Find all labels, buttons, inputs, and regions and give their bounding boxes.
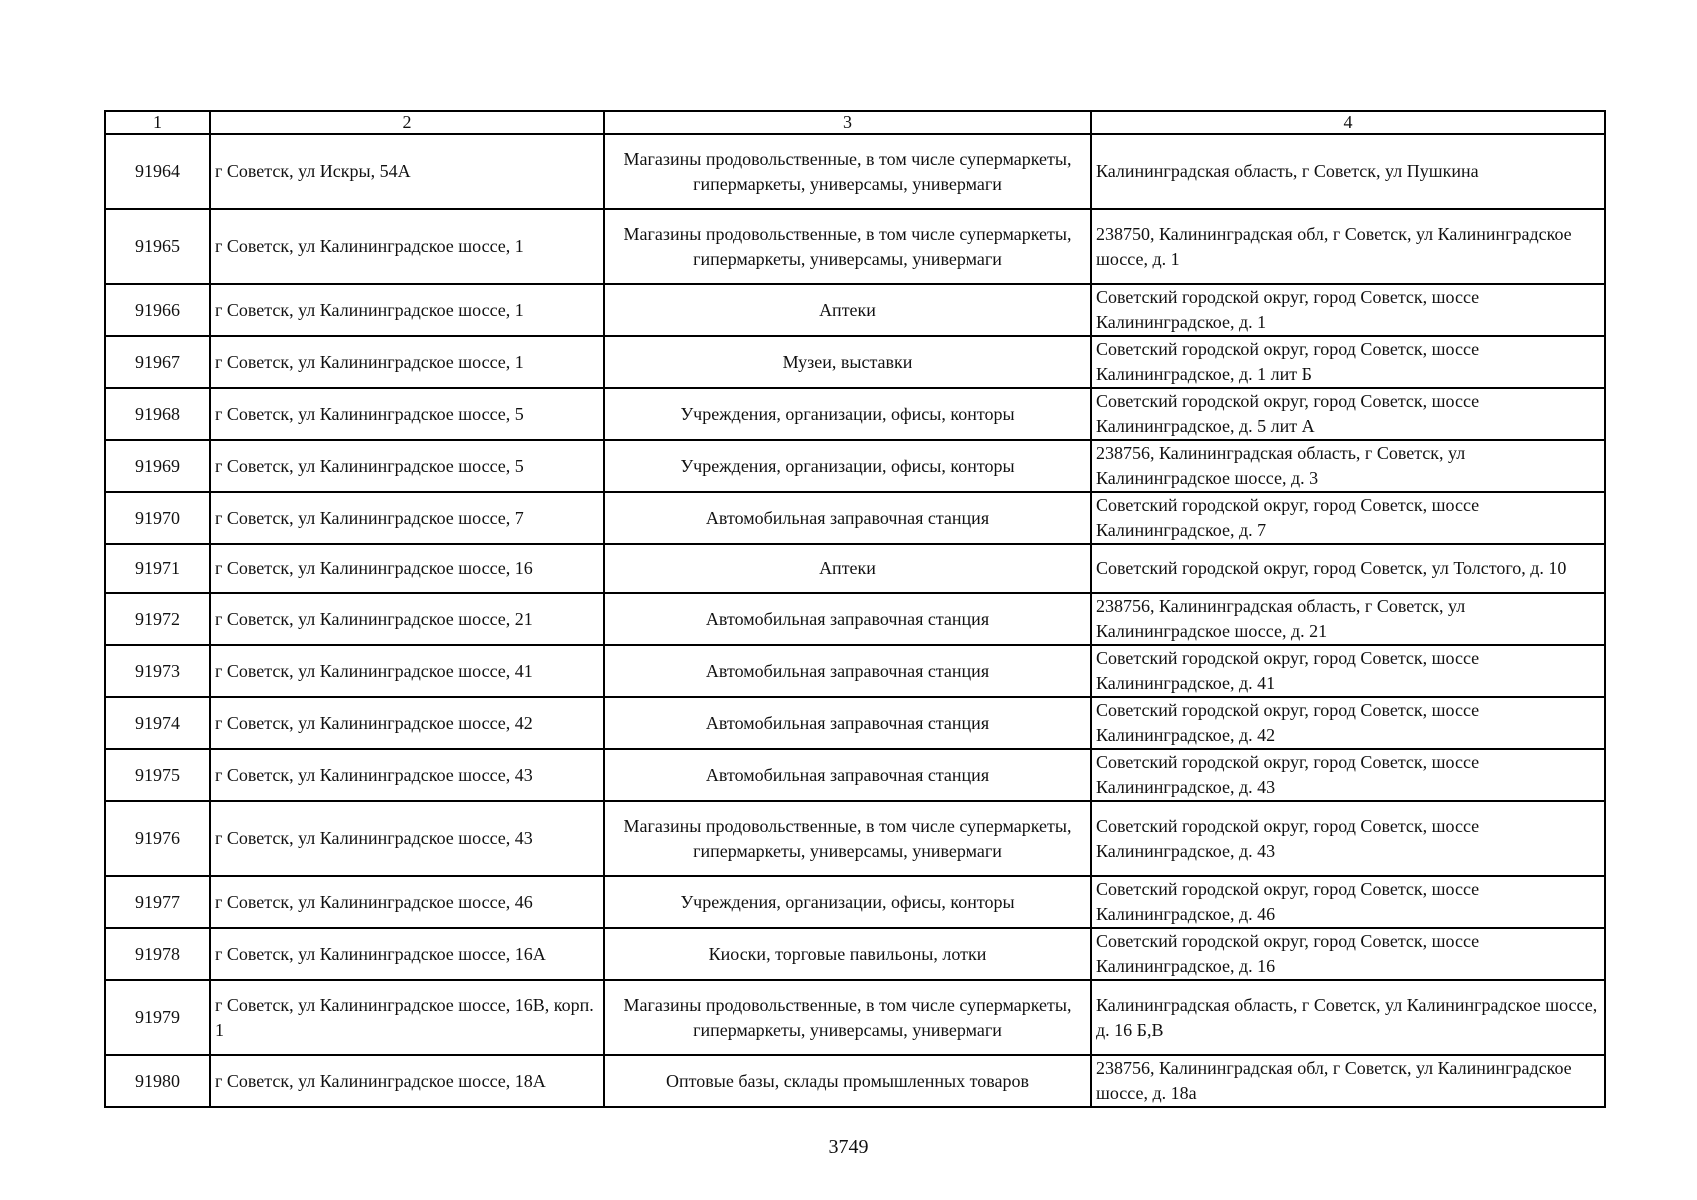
- table-row: [105, 134, 1605, 209]
- header-cell-4: 4: [1091, 111, 1605, 134]
- row-id-cell: 91977: [105, 876, 210, 928]
- object-category-cell: Автомобильная заправочная станция: [604, 492, 1091, 544]
- row-id-cell: 91970: [105, 492, 210, 544]
- object-address-cell: г Советск, ул Калининградское шоссе, 21: [210, 593, 604, 645]
- object-category-cell: Магазины продовольственные, в том числе супермаркеты, гипермаркеты, универсамы, универмаги: [604, 209, 1091, 284]
- row-id-cell: 91964: [105, 134, 210, 209]
- registered-address-cell: Советский городской округ, город Советск, шоссе Калининградское, д. 1 лит Б: [1091, 336, 1605, 388]
- table-body: [105, 111, 1605, 1107]
- row-id-cell: 91965: [105, 209, 210, 284]
- row-id-cell: 91979: [105, 980, 210, 1055]
- object-category-cell: Учреждения, организации, офисы, конторы: [604, 876, 1091, 928]
- registered-address-cell: Советский городской округ, город Советск, шоссе Калининградское, д. 1: [1091, 284, 1605, 336]
- table-row: [105, 388, 1605, 440]
- table-row: [105, 876, 1605, 928]
- object-address-cell: г Советск, ул Калининградское шоссе, 16В, корп. 1: [210, 980, 604, 1055]
- object-category-cell: Оптовые базы, склады промышленных товаров: [604, 1055, 1091, 1107]
- object-category-cell: Автомобильная заправочная станция: [604, 645, 1091, 697]
- object-address-cell: г Советск, ул Калининградское шоссе, 1: [210, 284, 604, 336]
- object-address-cell: г Советск, ул Калининградское шоссе, 43: [210, 801, 604, 876]
- row-id-cell: 91971: [105, 544, 210, 593]
- table-row: [105, 801, 1605, 876]
- row-id-cell: 91978: [105, 928, 210, 980]
- object-address-cell: г Советск, ул Калининградское шоссе, 18А: [210, 1055, 604, 1107]
- registered-address-cell: Советский городской округ, город Советск, шоссе Калининградское, д. 43: [1091, 801, 1605, 876]
- table-row: [105, 209, 1605, 284]
- registered-address-cell: Советский городской округ, город Советск, шоссе Калининградское, д. 7: [1091, 492, 1605, 544]
- page-number: 3749: [828, 1136, 869, 1158]
- registered-address-cell: Калининградская область, г Советск, ул Калининградское шоссе, д. 16 Б,В: [1091, 980, 1605, 1055]
- registered-address-cell: Калининградская область, г Советск, ул Пушкина: [1091, 134, 1605, 209]
- row-id-cell: 91967: [105, 336, 210, 388]
- row-id-cell: 91974: [105, 697, 210, 749]
- table-row: [105, 284, 1605, 336]
- registered-address-cell: 238750, Калининградская обл, г Советск, ул Калининградское шоссе, д. 1: [1091, 209, 1605, 284]
- table-row: [105, 697, 1605, 749]
- table-row: [105, 980, 1605, 1055]
- header-cell-1: 1: [105, 111, 210, 134]
- object-address-cell: г Советск, ул Калининградское шоссе, 46: [210, 876, 604, 928]
- object-address-cell: г Советск, ул Искры, 54А: [210, 134, 604, 209]
- object-address-cell: г Советск, ул Калининградское шоссе, 42: [210, 697, 604, 749]
- registered-address-cell: Советский городской округ, город Советск, шоссе Калининградское, д. 41: [1091, 645, 1605, 697]
- registered-address-cell: Советский городской округ, город Советск, шоссе Калининградское, д. 5 лит А: [1091, 388, 1605, 440]
- object-category-cell: Учреждения, организации, офисы, конторы: [604, 388, 1091, 440]
- row-id-cell: 91973: [105, 645, 210, 697]
- object-category-cell: Автомобильная заправочная станция: [604, 697, 1091, 749]
- registered-address-cell: Советский городской округ, город Советск, шоссе Калининградское, д. 42: [1091, 697, 1605, 749]
- object-address-cell: г Советск, ул Калининградское шоссе, 16А: [210, 928, 604, 980]
- object-category-cell: Магазины продовольственные, в том числе супермаркеты, гипермаркеты, универсамы, универмаги: [604, 980, 1091, 1055]
- table-row: [105, 544, 1605, 593]
- row-id-cell: 91968: [105, 388, 210, 440]
- registered-address-cell: 238756, Калининградская область, г Советск, ул Калининградское шоссе, д. 3: [1091, 440, 1605, 492]
- object-category-cell: Автомобильная заправочная станция: [604, 593, 1091, 645]
- object-category-cell: Магазины продовольственные, в том числе супермаркеты, гипермаркеты, универсамы, универмаги: [604, 134, 1091, 209]
- object-address-cell: г Советск, ул Калининградское шоссе, 5: [210, 440, 604, 492]
- table-row: [105, 593, 1605, 645]
- table-row: [105, 749, 1605, 801]
- registered-address-cell: Советский городской округ, город Советск, ул Толстого, д. 10: [1091, 544, 1605, 593]
- table-row: [105, 928, 1605, 980]
- object-category-cell: Магазины продовольственные, в том числе супермаркеты, гипермаркеты, универсамы, универмаги: [604, 801, 1091, 876]
- registered-address-cell: Советский городской округ, город Советск, шоссе Калининградское, д. 46: [1091, 876, 1605, 928]
- object-category-cell: Учреждения, организации, офисы, конторы: [604, 440, 1091, 492]
- row-id-cell: 91966: [105, 284, 210, 336]
- object-address-cell: г Советск, ул Калининградское шоссе, 5: [210, 388, 604, 440]
- row-id-cell: 91972: [105, 593, 210, 645]
- table-row: [105, 1055, 1605, 1107]
- registered-address-cell: 238756, Калининградская область, г Советск, ул Калининградское шоссе, д. 21: [1091, 593, 1605, 645]
- row-id-cell: 91980: [105, 1055, 210, 1107]
- object-address-cell: г Советск, ул Калининградское шоссе, 1: [210, 336, 604, 388]
- header-cell-3: 3: [604, 111, 1091, 134]
- row-id-cell: 91969: [105, 440, 210, 492]
- object-category-cell: Музеи, выставки: [604, 336, 1091, 388]
- table-row: [105, 440, 1605, 492]
- object-category-cell: Автомобильная заправочная станция: [604, 749, 1091, 801]
- registered-address-cell: 238756, Калининградская обл, г Советск, ул Калининградское шоссе, д. 18а: [1091, 1055, 1605, 1107]
- registry-table: [104, 110, 1606, 1108]
- table-row: [105, 645, 1605, 697]
- object-category-cell: Киоски, торговые павильоны, лотки: [604, 928, 1091, 980]
- object-category-cell: Аптеки: [604, 284, 1091, 336]
- header-cell-2: 2: [210, 111, 604, 134]
- registered-address-cell: Советский городской округ, город Советск, шоссе Калининградское, д. 43: [1091, 749, 1605, 801]
- object-address-cell: г Советск, ул Калининградское шоссе, 7: [210, 492, 604, 544]
- row-id-cell: 91976: [105, 801, 210, 876]
- row-id-cell: 91975: [105, 749, 210, 801]
- object-address-cell: г Советск, ул Калининградское шоссе, 43: [210, 749, 604, 801]
- table-row: [105, 492, 1605, 544]
- table-row: [105, 336, 1605, 388]
- object-category-cell: Аптеки: [604, 544, 1091, 593]
- object-address-cell: г Советск, ул Калининградское шоссе, 16: [210, 544, 604, 593]
- object-address-cell: г Советск, ул Калининградское шоссе, 41: [210, 645, 604, 697]
- object-address-cell: г Советск, ул Калининградское шоссе, 1: [210, 209, 604, 284]
- table-header-row: [105, 111, 1605, 134]
- registered-address-cell: Советский городской округ, город Советск, шоссе Калининградское, д. 16: [1091, 928, 1605, 980]
